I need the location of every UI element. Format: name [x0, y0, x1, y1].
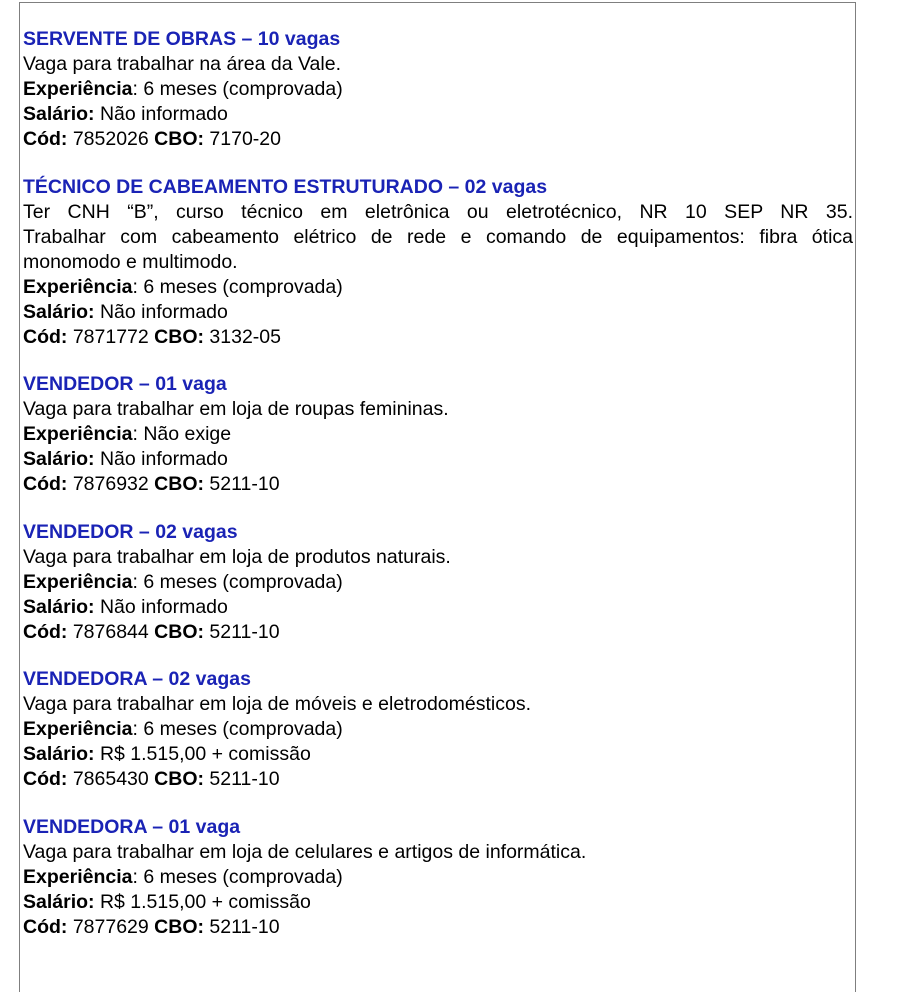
job-codes [23, 620, 853, 645]
job-salary [23, 595, 853, 620]
job-listing [23, 27, 853, 152]
experience-label: Experiência [23, 718, 133, 740]
job-codes [23, 325, 853, 350]
job-codes [23, 915, 853, 940]
job-experience [23, 275, 853, 300]
experience-value: : Não exige [132, 423, 232, 445]
experience-label: Experiência [23, 570, 133, 593]
job-listing [23, 815, 853, 940]
job-description-line: Ter CNH “B”, curso técnico em eletrônica ou eletrotécnico, NR 10 SEP NR 35. [23, 200, 853, 223]
salary-value: R$ 1.515,00 + comissão [99, 890, 311, 913]
cbo-label: CBO: [154, 620, 204, 643]
code-value: 7865430 [72, 768, 149, 790]
experience-label: Experiência [23, 78, 133, 100]
salary-value: Não informado [99, 103, 228, 125]
cbo-label: CBO: [154, 915, 204, 938]
job-salary [23, 447, 853, 472]
experience-value: : 6 meses (comprovada) [132, 78, 343, 100]
experience-label: Experiência [23, 275, 133, 298]
job-description-line: Trabalhar com cabeamento elétrico de rede e comando de equipamentos: fibra ótica [23, 225, 853, 248]
experience-value: : 6 meses (comprovada) [132, 718, 343, 740]
code-value: 7871772 [72, 325, 149, 348]
code-label: Cód: [23, 325, 68, 348]
cbo-value: 5211-10 [209, 768, 280, 790]
code-value: 7876932 [72, 473, 149, 495]
job-description: Vaga para trabalhar na área da Vale. [23, 53, 341, 75]
job-salary [23, 890, 853, 915]
job-experience [23, 865, 853, 890]
job-title: SERVENTE DE OBRAS – 10 vagas [23, 28, 341, 50]
job-salary [23, 300, 853, 325]
job-salary [23, 102, 853, 127]
job-description: Vaga para trabalhar em loja de roupas femininas. [23, 398, 449, 420]
job-codes [23, 767, 853, 792]
job-title: VENDEDOR – 02 vagas [23, 520, 238, 543]
cbo-label: CBO: [154, 128, 204, 150]
job-description: Vaga para trabalhar em loja de móveis e eletrodomésticos. [23, 693, 531, 715]
code-label: Cód: [23, 768, 68, 790]
experience-value: : 6 meses (comprovada) [132, 865, 343, 888]
job-codes [23, 127, 853, 152]
job-title: VENDEDORA – 01 vaga [23, 815, 241, 838]
code-label: Cód: [23, 473, 68, 495]
salary-label: Salário: [23, 595, 95, 618]
code-value: 7852026 [72, 128, 149, 150]
job-experience [23, 717, 853, 742]
job-listing [23, 372, 853, 497]
code-value: 7876844 [72, 620, 149, 643]
salary-label: Salário: [23, 103, 95, 125]
job-description-line: monomodo e multimodo. [23, 250, 238, 273]
cbo-value: 5211-10 [209, 620, 280, 643]
job-experience [23, 570, 853, 595]
salary-label: Salário: [23, 890, 95, 913]
job-experience [23, 422, 853, 447]
code-label: Cód: [23, 915, 68, 938]
cbo-label: CBO: [154, 768, 204, 790]
job-listing [23, 667, 853, 792]
code-label: Cód: [23, 620, 68, 643]
experience-value: : 6 meses (comprovada) [132, 275, 343, 298]
job-listing [23, 175, 853, 350]
salary-value: Não informado [99, 448, 228, 470]
cbo-label: CBO: [154, 325, 204, 348]
job-title: VENDEDORA – 02 vagas [23, 668, 251, 690]
job-listing [23, 520, 853, 645]
salary-value: Não informado [99, 300, 228, 323]
cbo-value: 5211-10 [209, 915, 280, 938]
cbo-value: 3132-05 [209, 325, 281, 348]
job-description: Vaga para trabalhar em loja de celulares e artigos de informática. [23, 840, 587, 863]
job-description [23, 200, 853, 275]
job-experience [23, 77, 853, 102]
experience-label: Experiência [23, 865, 133, 888]
job-salary [23, 742, 853, 767]
job-title: TÉCNICO DE CABEAMENTO ESTRUTURADO – 02 vagas [23, 175, 548, 198]
cbo-value: 7170-20 [209, 128, 281, 150]
salary-value: Não informado [99, 595, 228, 618]
job-description: Vaga para trabalhar em loja de produtos naturais. [23, 545, 451, 568]
cbo-value: 5211-10 [209, 473, 280, 495]
experience-value: : 6 meses (comprovada) [132, 570, 343, 593]
salary-label: Salário: [23, 743, 95, 765]
job-listings [23, 27, 853, 962]
code-label: Cód: [23, 128, 68, 150]
cbo-label: CBO: [154, 473, 204, 495]
job-codes [23, 472, 853, 497]
experience-label: Experiência [23, 423, 133, 445]
salary-label: Salário: [23, 300, 95, 323]
code-value: 7877629 [72, 915, 149, 938]
salary-value: R$ 1.515,00 + comissão [99, 743, 311, 765]
salary-label: Salário: [23, 448, 95, 470]
job-title: VENDEDOR – 01 vaga [23, 373, 227, 395]
